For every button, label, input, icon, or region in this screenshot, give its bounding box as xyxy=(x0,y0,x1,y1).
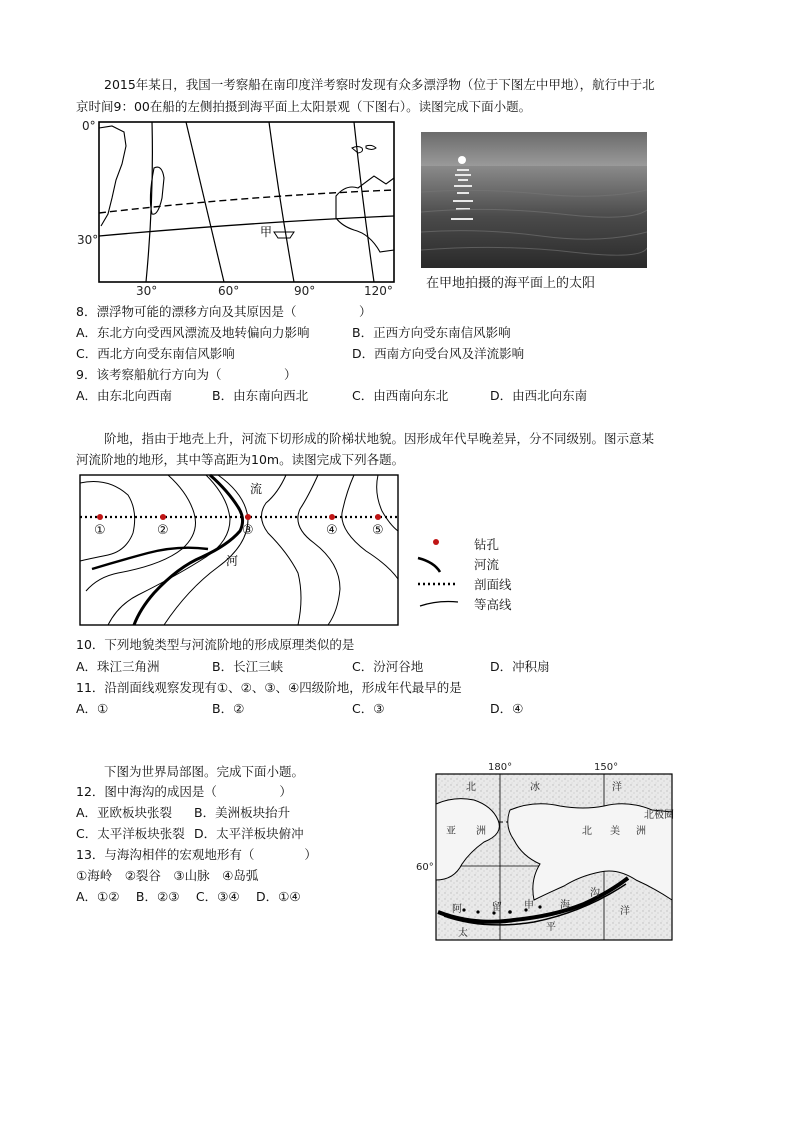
lon-label-30: 30° xyxy=(136,284,158,298)
q12-option-a[interactable]: A．亚欧板块张裂 xyxy=(76,805,173,820)
section1-intro-line2: 京时间9：00在船的左侧拍摄到海平面上太阳景观（下图右）。读图完成下面小题。 xyxy=(76,99,532,114)
legend-contour: 等高线 xyxy=(474,597,512,612)
arctic-circle-label: 北极圈 xyxy=(644,810,674,821)
q13-choices[interactable]: A．①② B．②③ C．③④ D．①④ xyxy=(76,889,301,904)
asia-char-2: 洲 xyxy=(476,826,486,837)
trench-char-5: 沟 xyxy=(590,888,600,899)
q11-stem: 11．沿剖面线观察发现有①、②、③、④四级阶地，形成年代最早的是 xyxy=(76,680,462,695)
q10-stem: 10．下列地貌类型与河流阶地的形成原理类似的是 xyxy=(76,637,355,652)
river-char-he: 河 xyxy=(226,554,239,568)
pacific-char-1: 太 xyxy=(458,928,468,939)
ocean-north-char-1: 北 xyxy=(466,782,476,793)
lon-label-90: 90° xyxy=(294,284,316,298)
q10-option-b[interactable]: B．长江三峡 xyxy=(212,659,284,674)
lat-label-30: 30° xyxy=(77,233,99,247)
legend-drill: 钻孔 xyxy=(474,537,500,552)
indian-ocean-map xyxy=(74,118,404,298)
lon-label-180: 180° xyxy=(488,762,513,773)
q8-option-a[interactable]: A．东北方向受西风漂流及地转偏向力影响 xyxy=(76,325,310,340)
namerica-char-3: 洲 xyxy=(636,826,646,837)
q12-option-b[interactable]: B．美洲板块抬升 xyxy=(194,805,291,820)
q9-option-d[interactable]: D．由西北向东南 xyxy=(490,388,588,403)
q13-stem: 13．与海沟相伴的宏观地形有（ ） xyxy=(76,847,317,862)
lon-label-120: 120° xyxy=(364,284,393,298)
legend-section: 剖面线 xyxy=(474,577,512,592)
q8-stem: 8．漂浮物可能的漂移方向及其原因是（ ） xyxy=(76,304,372,319)
trench-char-4: 海 xyxy=(560,900,570,911)
lon-label-60: 60° xyxy=(218,284,240,298)
river-terrace-map xyxy=(78,473,402,629)
section2-intro-line1: 阶地，指由于地壳上升，河流下切形成的阶梯状地貌。因形成年代早晚差异，分不同级别。图示意某 xyxy=(104,431,655,446)
section3-intro: 下图为世界局部图。完成下面小题。 xyxy=(104,764,305,779)
pacific-char-3: 洋 xyxy=(620,906,630,917)
trench-char-1: 阿 xyxy=(452,904,462,915)
trench-char-2: 留 xyxy=(492,902,502,913)
pacific-char-2: 平 xyxy=(546,922,556,933)
q11-option-c[interactable]: C．③ xyxy=(352,701,385,716)
q12-stem: 12．图中海沟的成因是（ ） xyxy=(76,784,292,799)
drill-label-3: ③ xyxy=(242,523,254,538)
q10-option-a[interactable]: A．珠江三角洲 xyxy=(76,659,160,674)
drill-label-2: ② xyxy=(157,523,169,538)
site-label-jia: 甲 xyxy=(260,225,273,239)
namerica-char-2: 美 xyxy=(610,826,620,837)
q10-option-d[interactable]: D．冲积扇 xyxy=(490,659,550,674)
q12-option-c[interactable]: C．太平洋板块张裂 xyxy=(76,826,185,841)
section1-intro-line1: 2015年某日，我国一考察船在南印度洋考察时发现有众多漂浮物（位于下图左中甲地），航行中于北 xyxy=(104,77,655,92)
q8-option-c[interactable]: C．西北方向受东南信风影响 xyxy=(76,346,235,361)
drill-label-1: ① xyxy=(94,523,106,538)
asia-char-1: 亚 xyxy=(446,826,456,837)
ocean-north-char-2: 冰 xyxy=(530,782,540,793)
lon-label-150: 150° xyxy=(594,762,619,773)
q10-option-c[interactable]: C．汾河谷地 xyxy=(352,659,424,674)
sea-sun-photo xyxy=(421,132,647,268)
q8-option-d[interactable]: D．西南方向受台风及洋流影响 xyxy=(352,346,525,361)
q9-option-a[interactable]: A．由东北向西南 xyxy=(76,388,173,403)
q13-options: ①海岭 ②裂谷 ③山脉 ④岛弧 xyxy=(76,868,259,883)
aleutian-map xyxy=(414,760,676,944)
q11-option-d[interactable]: D．④ xyxy=(490,701,524,716)
q12-option-d[interactable]: D．太平洋板块俯冲 xyxy=(194,826,304,841)
trench-char-3: 申 xyxy=(524,900,534,911)
q9-option-c[interactable]: C．由西南向东北 xyxy=(352,388,449,403)
section2-intro-line2: 河流阶地的地形，其中等高距为10m。读图完成下列各题。 xyxy=(76,452,405,467)
photo-caption: 在甲地拍摄的海平面上的太阳 xyxy=(426,276,596,291)
legend-river: 河流 xyxy=(474,557,500,572)
q8-option-b[interactable]: B．正西方向受东南信风影响 xyxy=(352,325,511,340)
ocean-north-char-3: 洋 xyxy=(612,782,622,793)
namerica-char-1: 北 xyxy=(582,826,592,837)
q11-option-b[interactable]: B．② xyxy=(212,701,245,716)
q9-option-b[interactable]: B．由东南向西北 xyxy=(212,388,309,403)
drill-label-4: ④ xyxy=(326,523,338,538)
river-char-liu: 流 xyxy=(250,482,263,496)
drill-label-5: ⑤ xyxy=(372,523,384,538)
lat-label-60: 60° xyxy=(416,862,434,873)
q11-option-a[interactable]: A．① xyxy=(76,701,109,716)
lat-label-0: 0° xyxy=(82,119,96,133)
q9-stem: 9．该考察船航行方向为（ ） xyxy=(76,367,297,382)
